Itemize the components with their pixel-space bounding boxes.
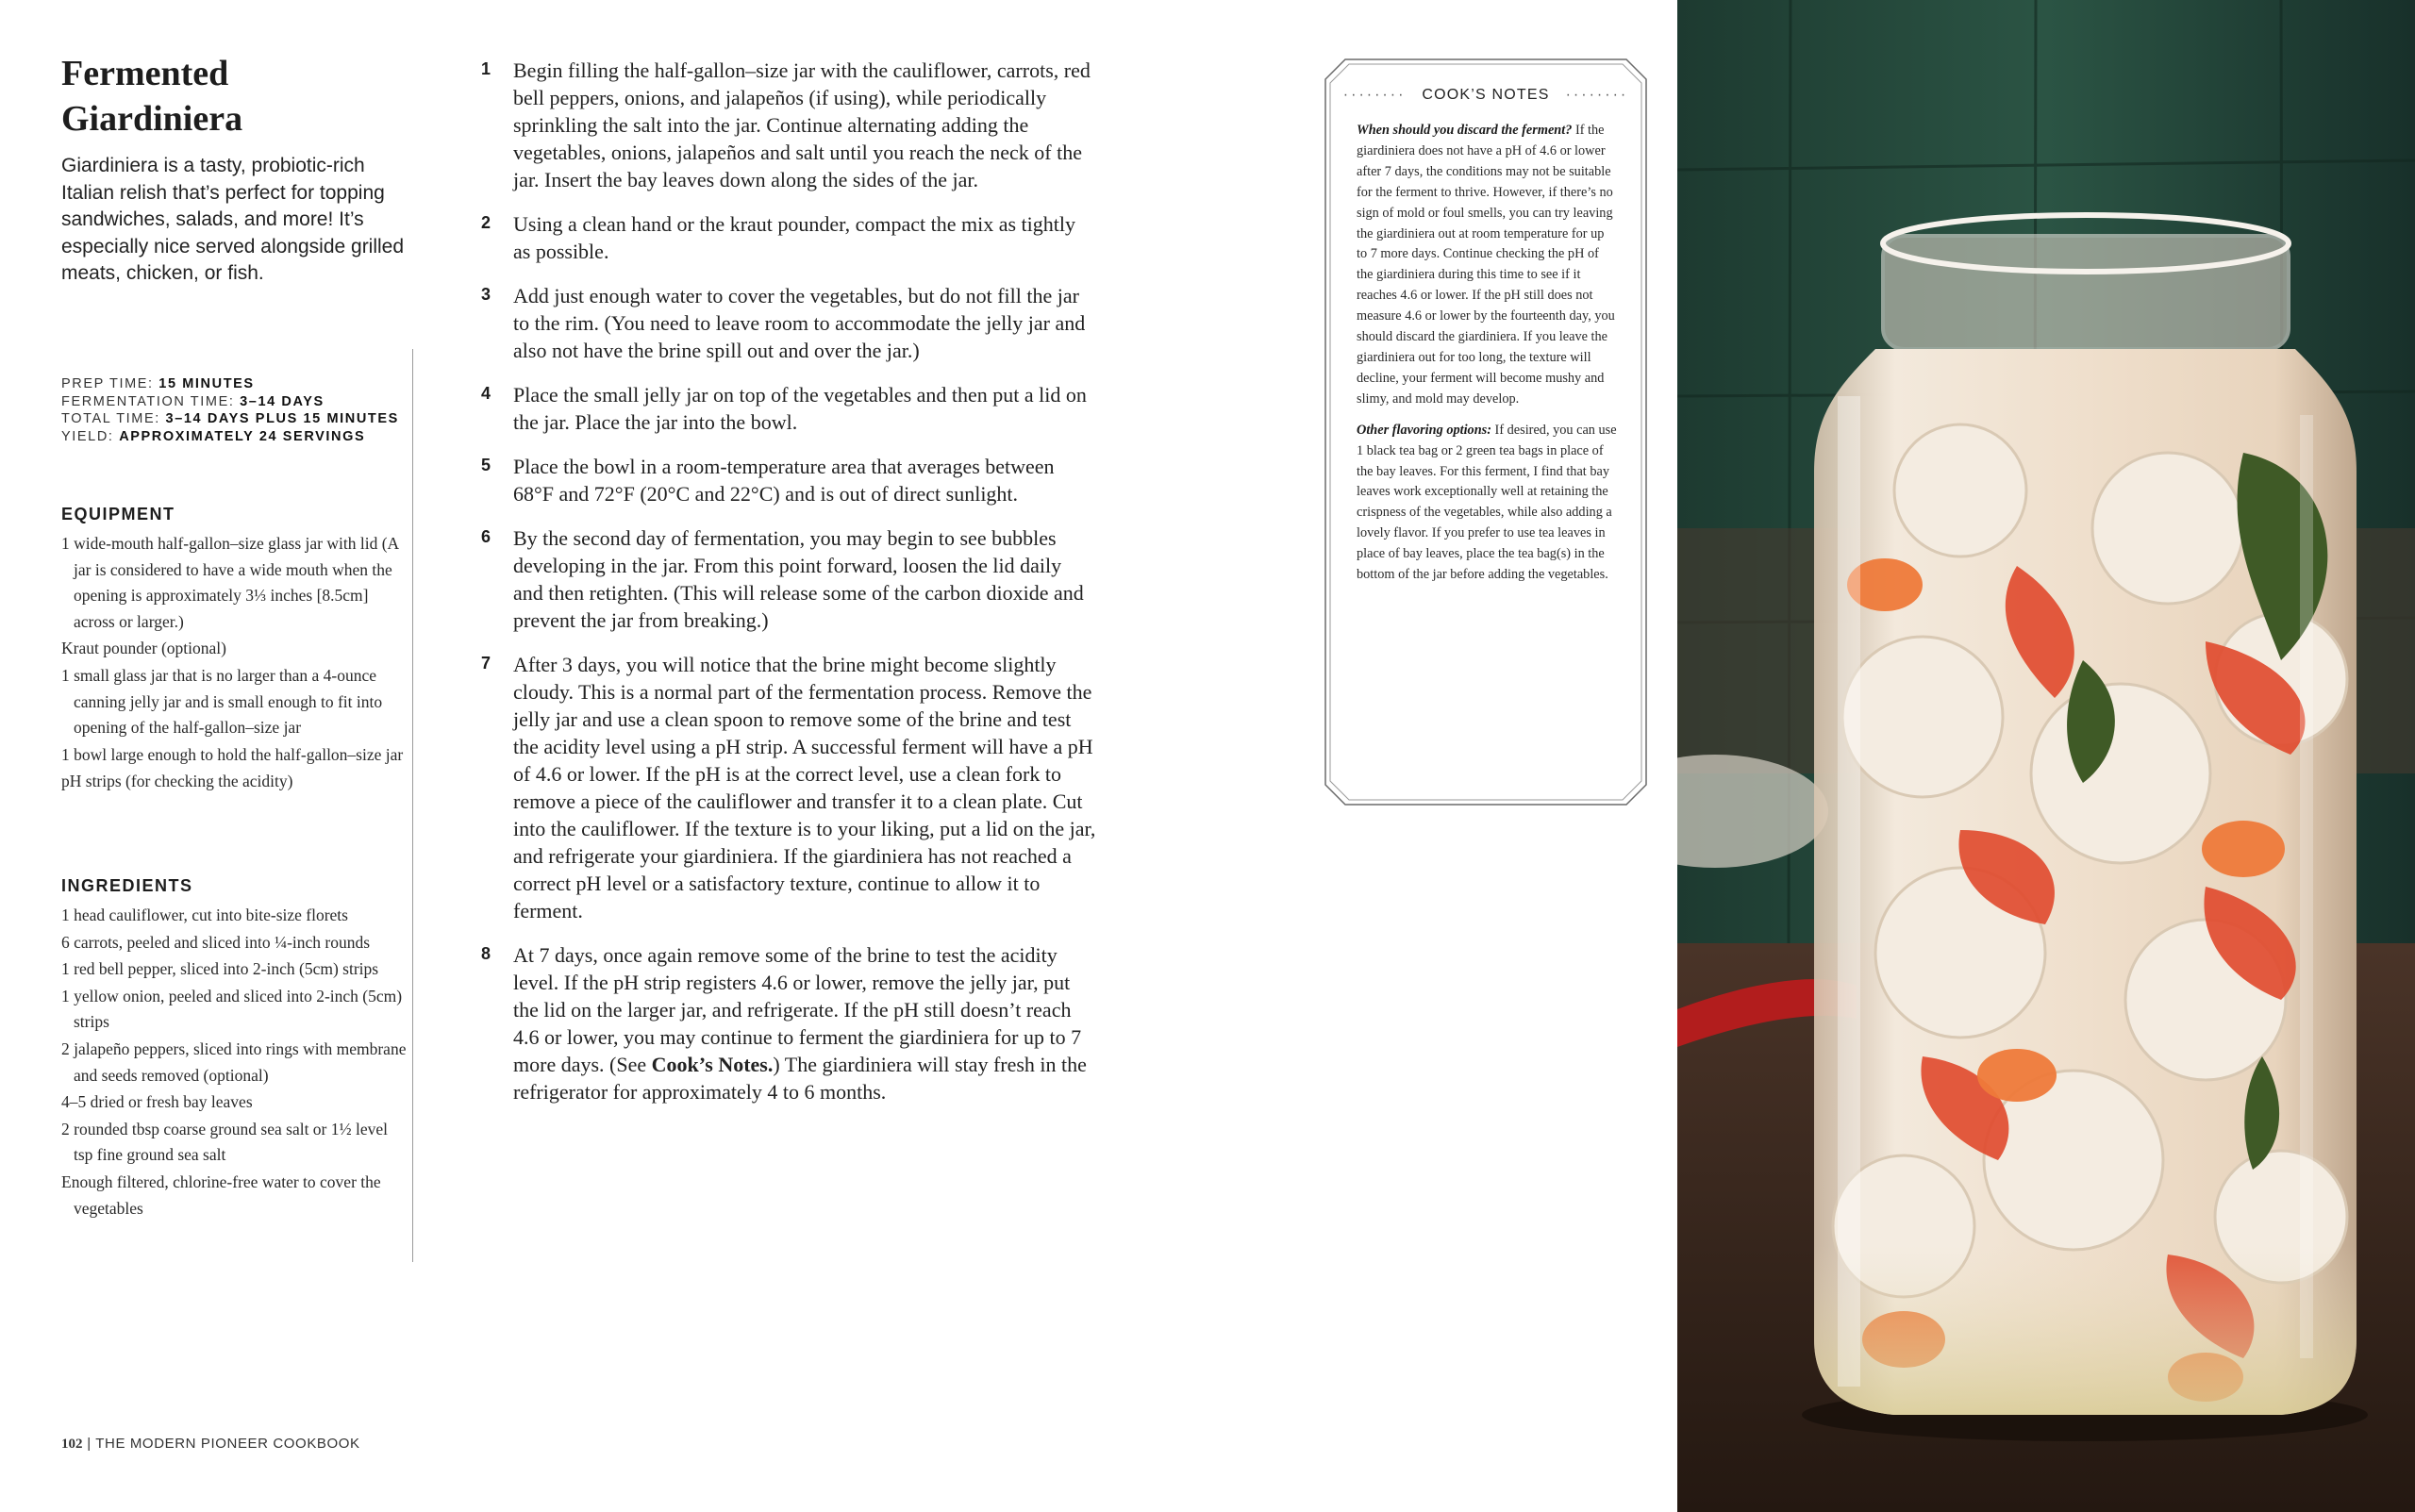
step-item xyxy=(481,651,1096,924)
giardiniera-jar-photo xyxy=(1677,0,2415,1512)
step-text: After 3 days, you will notice that the brine might become slightly cloudy. This is a normal part of the fermentation process. Remove the jelly jar and use a clean spoon to remove some of the brine and test the acidity level using a pH strip. A successful ferment will have a pH of 4.6 or lower. If the pH is at the correct level, use a clean fork to remove a piece of the cauliflower and transfer it to a clean plate. Cut into the cauliflower. If the texture is to your liking, put a lid on the jar, and refrigerate your giardiniera. If the giardiniera has not reached a correct pH level or a satisfactory texture, continue to allow it to ferment. xyxy=(513,653,1096,922)
ingredient-item: Enough filtered, chlorine-free water to cover the vegetables xyxy=(61,1171,381,1218)
recipe-intro: Giardiniera is a tasty, probiotic-rich Italian relish that’s perfect for topping sandwiches, salads, and more! It’s especially nice served alongside grilled meats, chicken, or fish. xyxy=(61,155,405,284)
note-flavoring xyxy=(1357,421,1617,586)
step-number: 1 xyxy=(481,59,491,78)
page-number: 102 xyxy=(61,1437,83,1452)
step-text: At 7 days, once again remove some of the brine to test the acidity level. If the pH strip registers 4.6 or lower, remove the jelly jar, put the lid on the larger jar, and refrigerate. If the pH still doesn’t reach 4.6 or lower, you may continue to ferment the giardiniera for up to 7 more days. (See Cook’s Notes.) The giardiniera will stay fresh in the refrigerator for approximately 4 to 6 months. xyxy=(513,943,1087,1104)
ingredient-item: 1 head cauliflower, cut into bite-size florets xyxy=(61,906,348,924)
note-answer: If the giardiniera does not have a pH of 4.6 or lower after 7 days, the conditions may not be suitable for the ferment to thrive. However, if there’s no sign of mold or foul smells, you can try leaving the giardiniera out at room temperature for up to 7 more days. Continue checking the pH of the giardiniera during this time to see if it reaches 4.6 or lower. If the pH still does not measure 4.6 or lower by the fourteenth day, you should discard the giardiniera. If you leave the giardiniera out for too long, the texture will decline, your ferment will become mushy and slimy, and mold may develop. xyxy=(1357,123,1615,407)
footer-separator: | xyxy=(82,1436,96,1452)
ingredient-item: 1 red bell pepper, sliced into 2-inch (5cm) strips xyxy=(61,959,379,979)
ingredient-item: 6 carrots, peeled and sliced into ¼-inch rounds xyxy=(61,932,371,952)
note-question: When should you discard the ferment? xyxy=(1357,123,1573,138)
equipment-item: pH strips (for checking the acidity) xyxy=(61,772,293,791)
step-number: 4 xyxy=(481,384,491,403)
step-number: 2 xyxy=(481,213,491,232)
ingredients-list xyxy=(61,903,410,1222)
ingredient-item: 1 yellow onion, peeled and sliced into 2-inch (5cm) strips xyxy=(61,986,403,1032)
step-item xyxy=(481,524,1096,634)
book-title: THE MODERN PIONEER COOKBOOK xyxy=(95,1436,360,1452)
step-number: 7 xyxy=(481,654,491,673)
step-item xyxy=(481,941,1096,1105)
equipment-list xyxy=(61,531,410,796)
step-item xyxy=(481,453,1096,507)
page-footer xyxy=(61,1436,360,1453)
note-answer: If desired, you can use 1 black tea bag or 2 green tea bags in place of the bay leaves. For this ferment, I find that bay leaves work exceptionally well at retaining the crispness of the vegetables, while also adding a lovely flavor. If you prefer to use tea leaves in place of bay leaves, place the tea bag(s) in the bottom of the jar before adding the vegetables. xyxy=(1357,422,1617,583)
step-text: By the second day of fermentation, you may begin to see bubbles developing in the jar. From this point forward, loosen the lid daily and then retighten. (This will release some of the carbon dioxide and prevent the jar from breaking.) xyxy=(513,526,1084,632)
cooks-notes-box xyxy=(1324,58,1647,806)
step-text: Begin filling the half-gallon–size jar with the cauliflower, carrots, red bell peppers, onions, and jalapeños (if using), while periodically sprinkling the salt into the jar. Continue alternating adding the vegetables, onions, jalapeños and salt until you reach the neck of the jar. Insert the bay leaves down along the sides of the jar. xyxy=(513,58,1091,191)
cooks-notes-heading xyxy=(1324,87,1647,104)
step-item xyxy=(481,381,1096,436)
meta-yield: YIELD: APPROXIMATELY 24 SERVINGS xyxy=(61,428,366,444)
step-text: Using a clean hand or the kraut pounder, compact the mix as tightly as possible. xyxy=(513,212,1076,263)
step-number: 3 xyxy=(481,285,491,304)
equipment-item: 1 small glass jar that is no larger than a 4-ounce canning jelly jar and is small enough to fit into opening of the half-gallon–size jar xyxy=(61,665,383,738)
note-discard xyxy=(1357,121,1617,410)
equipment-item: 1 bowl large enough to hold the half-gallon–size jar xyxy=(61,744,404,764)
recipe-meta xyxy=(61,375,429,445)
equipment-item: 1 wide-mouth half-gallon–size glass jar with lid (A jar is considered to have a wide mouth when the opening is approximately 3⅓ inches [8.5cm] across or larger.) xyxy=(61,534,399,631)
step-number: 8 xyxy=(481,944,491,963)
step-item xyxy=(481,57,1096,193)
step-number: 5 xyxy=(481,456,491,474)
equipment-heading: EQUIPMENT xyxy=(61,505,175,523)
meta-prep-time: PREP TIME: 15 MINUTES xyxy=(61,376,255,391)
ingredient-item: 4–5 dried or fresh bay leaves xyxy=(61,1092,253,1112)
column-divider xyxy=(412,349,413,1262)
step-item xyxy=(481,210,1096,265)
cooks-notes-title: COOK’S NOTES xyxy=(1422,87,1550,103)
ingredient-item: 2 rounded tbsp coarse ground sea salt or 1½ level tsp fine ground sea salt xyxy=(61,1119,389,1165)
title-line-2: Giardiniera xyxy=(61,99,243,139)
step-text: Place the small jelly jar on top of the vegetables and then put a lid on the jar. Place the jar into the bowl. xyxy=(513,383,1087,434)
title-line-1: Fermented xyxy=(61,54,229,93)
step-text: Place the bowl in a room-temperature area that averages between 68°F and 72°F (20°C and 22°C) and is out of direct sunlight. xyxy=(513,455,1055,506)
note-question: Other flavoring options: xyxy=(1357,422,1491,438)
dots-right: ········ xyxy=(1565,87,1629,103)
meta-fermentation-time: FERMENTATION TIME: 3–14 DAYS xyxy=(61,393,325,409)
dots-left: ········ xyxy=(1342,87,1407,103)
cooks-notes-body xyxy=(1357,121,1617,596)
jar-illustration xyxy=(1677,0,2415,1512)
cooks-notes-reference: Cook’s Notes. xyxy=(651,1053,774,1076)
meta-total-time: TOTAL TIME: 3–14 DAYS PLUS 15 MINUTES xyxy=(61,411,399,426)
recipe-title xyxy=(61,51,420,141)
method-steps xyxy=(481,57,1096,1122)
ingredients-heading: INGREDIENTS xyxy=(61,876,193,895)
step-item xyxy=(481,282,1096,364)
equipment-item: Kraut pounder (optional) xyxy=(61,639,226,658)
ingredient-item: 2 jalapeño peppers, sliced into rings with membrane and seeds removed (optional) xyxy=(61,1038,407,1085)
step-number: 6 xyxy=(481,527,491,546)
step-text: Add just enough water to cover the vegetables, but do not fill the jar to the rim. (You need to leave room to accommodate the jelly jar and also not have the brine spill out and over the jar.) xyxy=(513,284,1086,362)
